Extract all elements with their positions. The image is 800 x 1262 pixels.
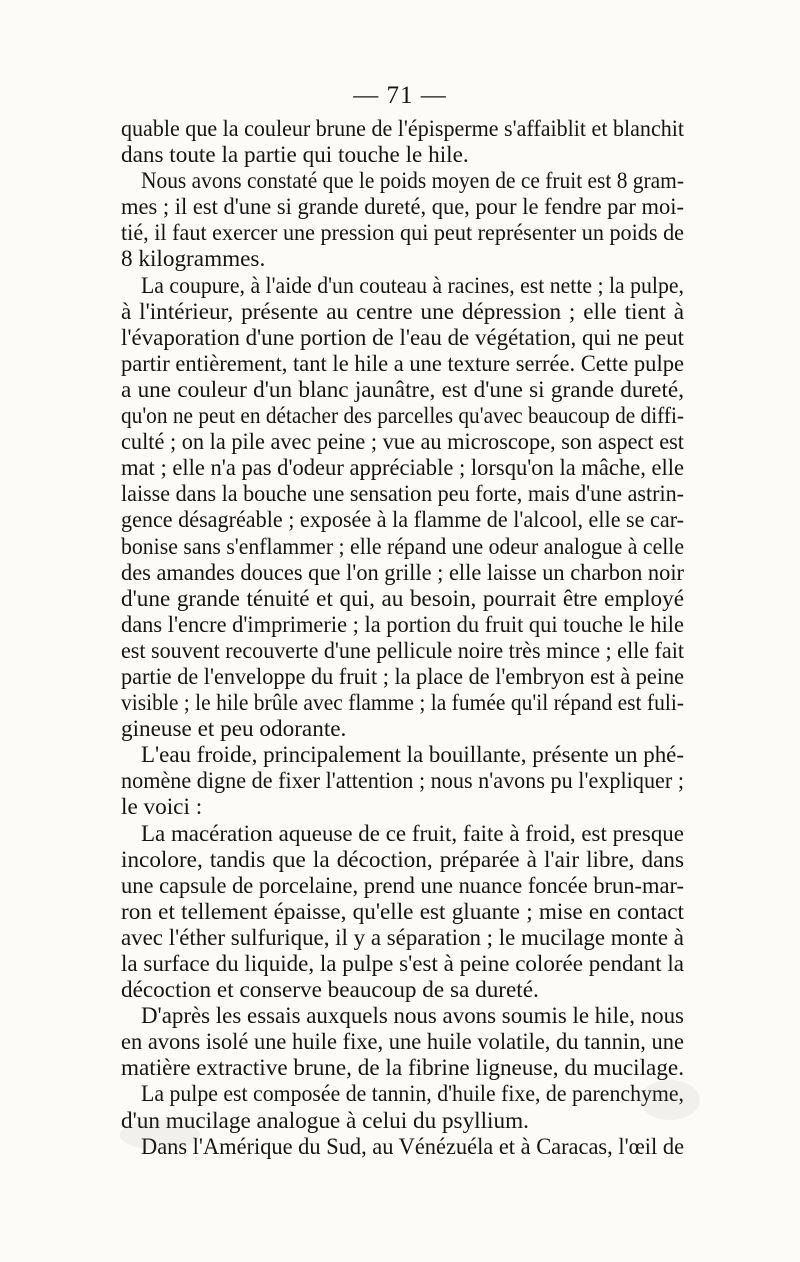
- text-line: quable que la couleur brune de l'épisperme s'affaiblit et blanchit: [121, 116, 685, 142]
- text-line: La pulpe est composée de tannin, d'huile fixe, de parenchyme,: [141, 1081, 685, 1108]
- text-line: a une couleur d'un blanc jaunâtre, est d'une si grande dureté,: [121, 376, 684, 403]
- text-line: qu'on ne peut en détacher des parcelles qu'avec beaucoup de diffi-: [121, 403, 685, 430]
- text-line: en avons isolé une huile fixe, une huile volatile, du tannin, une: [121, 1029, 685, 1056]
- text-line: incolore, tandis que la décoction, préparée à l'air libre, dans: [121, 846, 684, 873]
- text-line: l'évaporation d'une portion de l'eau de végétation, qui ne peut: [121, 324, 685, 351]
- page-number: — 71 —: [353, 82, 447, 109]
- text-line: nomène digne de fixer l'attention ; nous n'avons pu l'expliquer ;: [121, 768, 684, 795]
- text-line: gence désagréable ; exposée à la flamme de l'alcool, elle se car-: [121, 507, 685, 534]
- text-line: dans l'encre d'imprimerie ; la portion du fruit qui touche le hile: [121, 611, 684, 638]
- text-line: dans toute la partie qui touche le hile.: [121, 142, 469, 169]
- text-line: Dans l'Amérique du Sud, au Vénézuéla et à Caracas, l'œil de: [141, 1133, 685, 1160]
- text-line: des amandes douces que l'on grille ; elle laisse un charbon noir: [121, 559, 685, 586]
- text-line: d'un mucilage analogue à celui du psyllium.: [121, 1107, 529, 1134]
- text-line: ron et tellement épaisse, qu'elle est gluante ; mise en contact: [121, 898, 684, 925]
- text-line: La macération aqueuse de ce fruit, faite à froid, est presque: [141, 820, 684, 847]
- text-line: matière extractive brune, de la fibrine ligneuse, du mucilage.: [121, 1055, 685, 1082]
- text-line: L'eau froide, principalement la bouillante, présente un phé-: [141, 742, 685, 769]
- paper-blemish: [640, 1080, 700, 1120]
- text-line: tié, il faut exercer une pression qui peut représenter un poids de: [121, 220, 685, 247]
- text-line: décoction et conserve beaucoup de sa dureté.: [121, 977, 539, 1004]
- body-text: [121, 116, 684, 1160]
- text-line: partie de l'enveloppe du fruit ; la place de l'embryon est à peine: [121, 663, 685, 690]
- text-line: culté ; on la pile avec peine ; vue au microscope, son aspect est: [121, 429, 684, 456]
- text-line: avec l'éther sulfurique, il y a séparation ; le mucilage monte à: [121, 924, 684, 951]
- text-line: La coupure, à l'aide d'un couteau à racines, est nette ; la pulpe,: [141, 272, 684, 299]
- text-line: la surface du liquide, la pulpe s'est à peine colorée pendant la: [121, 951, 684, 977]
- paper-blemish: [120, 1120, 200, 1150]
- text-line: le voici :: [121, 794, 203, 821]
- text-line: est souvent recouverte d'une pellicule noire très mince ; elle fait: [121, 637, 684, 664]
- text-line: mat ; elle n'a pas d'odeur appréciable ; lorsqu'on la mâche, elle: [121, 455, 685, 482]
- text-line: bonise sans s'enflammer ; elle répand une odeur analogue à celle: [121, 533, 685, 560]
- text-line: 8 kilogrammes.: [121, 246, 266, 273]
- text-line: à l'intérieur, présente au centre une dépression ; elle tient à: [121, 298, 684, 325]
- text-line: visible ; le hile brûle avec flamme ; la fumée qu'il répand est fuli-: [121, 690, 684, 717]
- text-line: D'après les essais auxquels nous avons soumis le hile, nous: [141, 1003, 684, 1030]
- text-line: gineuse et peu odorante.: [121, 716, 347, 743]
- text-line: laisse dans la bouche une sensation peu forte, mais d'une astrin-: [121, 481, 685, 508]
- text-line: mes ; il est d'une si grande dureté, que, pour le fendre par moi-: [121, 194, 684, 221]
- text-line: Nous avons constaté que le poids moyen de ce fruit est 8 gram-: [141, 168, 684, 195]
- text-line: une capsule de porcelaine, prend une nuance foncée brun-mar-: [121, 872, 684, 899]
- text-line: partir entièrement, tant le hile a une texture serrée. Cette pulpe: [121, 350, 684, 377]
- text-line: d'une grande ténuité et qui, au besoin, pourrait être employé: [121, 585, 684, 612]
